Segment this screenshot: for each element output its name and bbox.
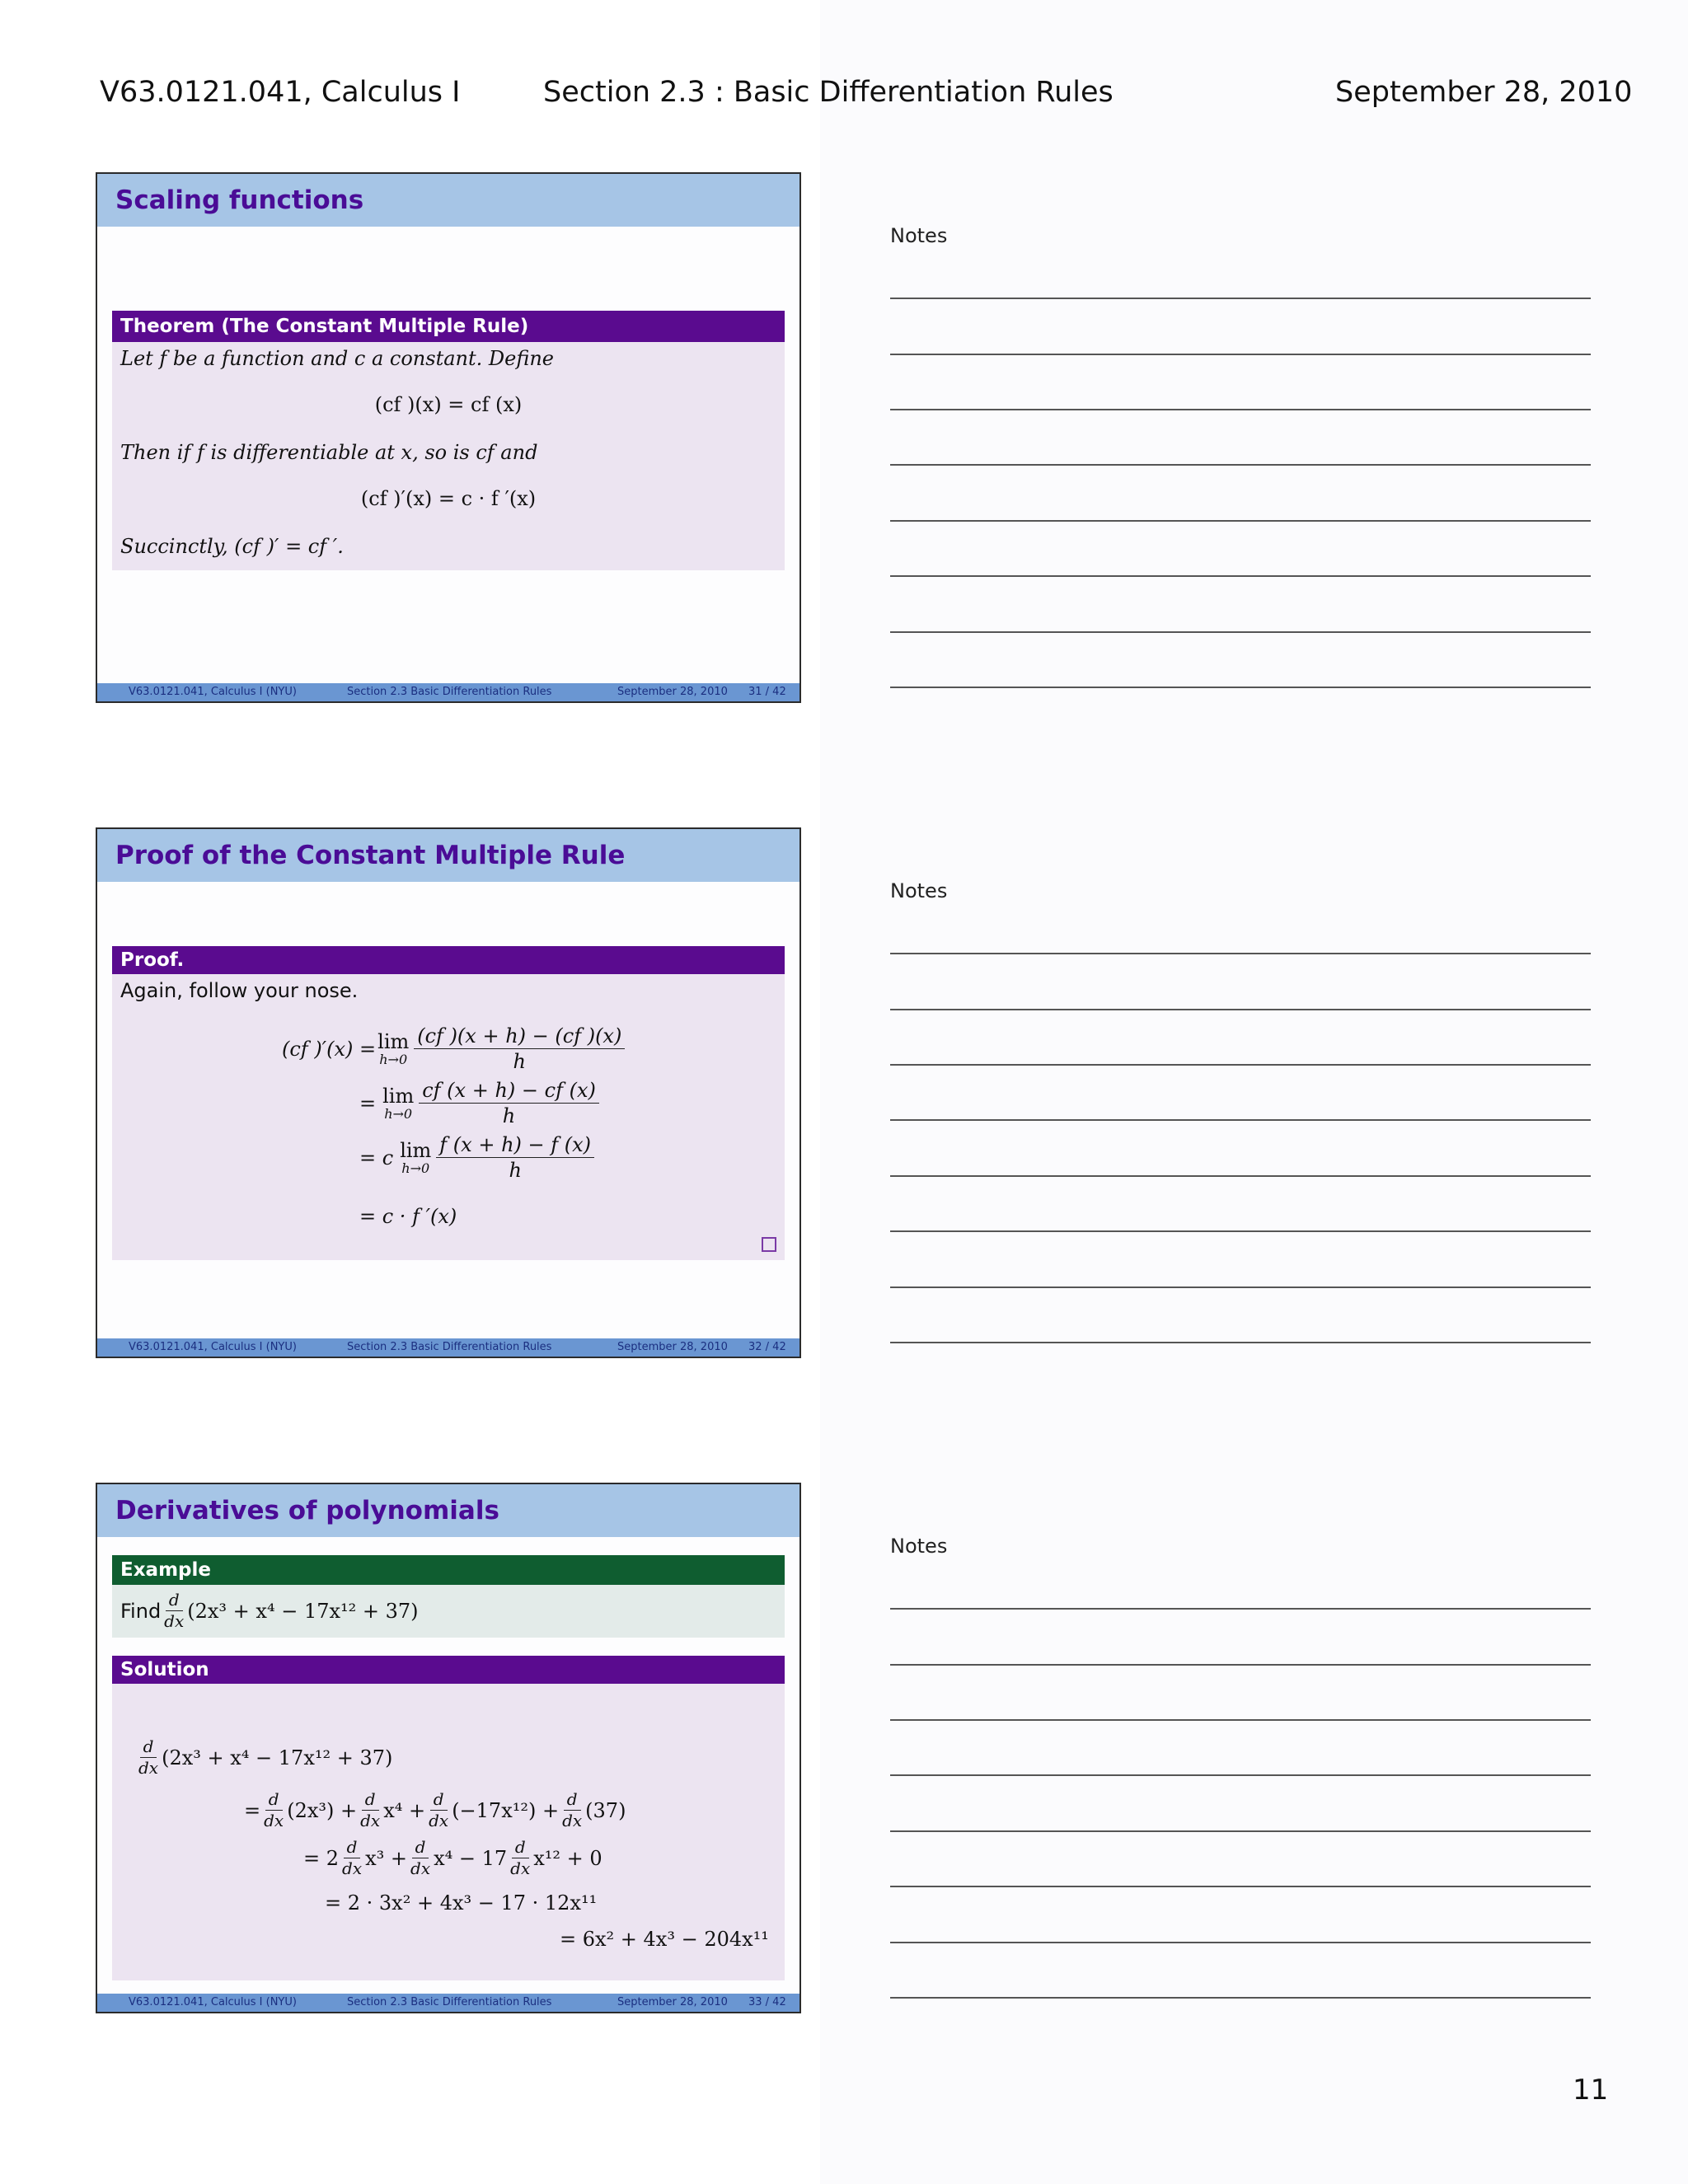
find-label: Find (120, 1599, 162, 1623)
header-section: Section 2.3 : Basic Differentiation Rules (543, 76, 1114, 109)
example-title: Example (112, 1555, 785, 1585)
note-line (890, 1997, 1591, 1999)
theorem-line-2: Then if f is differentiable at x, so is cf and (120, 441, 538, 464)
note-line (890, 687, 1591, 688)
term: x⁴ − 17 (434, 1846, 508, 1870)
equals-sign: = (359, 1091, 377, 1115)
footer-section: Section 2.3 Basic Differentiation Rules (347, 686, 552, 698)
note-line (890, 298, 1591, 299)
note-line (890, 1830, 1591, 1832)
note-line (890, 575, 1591, 577)
note-line (890, 1942, 1591, 1943)
note-line (890, 1886, 1591, 1887)
note-line (890, 1608, 1591, 1610)
notes-label: Notes (890, 879, 948, 902)
header-date: September 28, 2010 (1335, 76, 1633, 109)
theorem-equation-2: (cf )′(x) = c · f ′(x) (360, 487, 537, 510)
note-line (890, 1774, 1591, 1776)
fraction-1: $\frac{(cf )(x + h) - (cf )(x)}{h}$ (414, 1024, 625, 1074)
theorem-body (112, 342, 785, 570)
proof-line-1 (282, 1024, 628, 1074)
footer-page: 33 / 42 (748, 1996, 786, 2008)
term: x⁴ + (383, 1798, 426, 1822)
note-line (890, 1009, 1591, 1010)
qed-icon (762, 1237, 776, 1252)
theorem-block (112, 311, 785, 570)
solution-line-4: = 2 · 3x² + 4x³ − 17 · 12x¹¹ (325, 1891, 598, 1915)
notes-column-background (820, 0, 1688, 2184)
example-body (112, 1585, 785, 1638)
slide-footer (97, 1338, 799, 1357)
note-line (890, 1664, 1591, 1666)
derivative-operator: $\frac{d}{dx}$ (562, 1789, 583, 1830)
theorem-equation-1: (cf )(x) = cf (x) (374, 393, 523, 416)
fraction-2: $\frac{cf (x + h) - cf (x)}{h}$ (419, 1078, 599, 1128)
solution-title: Solution (112, 1656, 785, 1684)
note-line (890, 1719, 1591, 1721)
note-line (890, 1286, 1591, 1288)
slide-title: Scaling functions (97, 174, 799, 227)
page-number: 11 (1573, 2074, 1609, 2107)
footer-date: September 28, 2010 (617, 1341, 728, 1353)
note-line (890, 464, 1591, 466)
proof-lhs: (cf )′(x) = (282, 1037, 377, 1061)
solution-line-1 (135, 1736, 392, 1779)
footer-page: 31 / 42 (748, 686, 786, 698)
derivative-operator: $\frac{d}{dx}$ (264, 1789, 284, 1830)
theorem-line-3: Succinctly, (cf )′ = cf ′. (120, 535, 344, 558)
slide-footer (97, 683, 799, 701)
footer-date: September 28, 2010 (617, 1996, 728, 2008)
notes-label: Notes (890, 1535, 948, 1558)
derivative-operator: $\frac{d}{dx}$ (429, 1789, 449, 1830)
footer-course: V63.0121.041, Calculus I (NYU) (129, 1341, 297, 1353)
note-line (890, 520, 1591, 522)
theorem-line-1: Let f be a function and c a constant. Define (120, 347, 555, 370)
header-course: V63.0121.041, Calculus I (100, 76, 461, 109)
solution-line-5: = 6x² + 4x³ − 204x¹¹ (560, 1928, 769, 1951)
footer-date: September 28, 2010 (617, 686, 728, 698)
note-line (890, 1342, 1591, 1343)
term: (37) (585, 1798, 626, 1822)
note-line (890, 409, 1591, 410)
limit-3: lim h→0 (400, 1139, 432, 1176)
solution-body (112, 1684, 785, 1980)
fraction-3: $\frac{f (x + h) - f (x)}{h}$ (436, 1132, 594, 1183)
example-problem (120, 1590, 419, 1632)
note-line (890, 631, 1591, 633)
term: = 2 (303, 1846, 340, 1870)
limit-1: lim h→0 (377, 1030, 410, 1067)
slide-title: Proof of the Constant Multiple Rule (97, 829, 799, 882)
footer-section: Section 2.3 Basic Differentiation Rules (347, 1341, 552, 1353)
footer-page: 32 / 42 (748, 1341, 786, 1353)
solution-line-2: = $\frac{d}{dx}$ (2x³) + $\frac{d}{dx}$ x⁴ + $\frac{d}{dx}$ (−17x¹²) + $\frac{d}{dx}$ (37) (244, 1789, 626, 1830)
slide-33 (96, 1483, 801, 2013)
proof-line-4: = c · f ′(x) (359, 1205, 457, 1228)
term: x¹² + 0 (533, 1846, 603, 1870)
derivative-operator: $\frac{d}{dx}$ (164, 1590, 185, 1631)
note-line (890, 354, 1591, 355)
solution-block (112, 1656, 785, 1980)
proof-block (112, 946, 785, 1260)
footer-course: V63.0121.041, Calculus I (NYU) (129, 1996, 297, 2008)
note-line (890, 1230, 1591, 1232)
limit-2: lim h→0 (382, 1085, 415, 1122)
theorem-title: Theorem (The Constant Multiple Rule) (112, 311, 785, 342)
polynomial: (2x³ + x⁴ − 17x¹² + 37) (162, 1746, 393, 1769)
c-prefix: = c (359, 1146, 394, 1169)
slide-32 (96, 827, 801, 1358)
solution-line-3 (303, 1837, 603, 1879)
term: x³ + (365, 1846, 408, 1870)
slide-title: Derivatives of polynomials (97, 1484, 799, 1537)
footer-course: V63.0121.041, Calculus I (NYU) (129, 686, 297, 698)
proof-line-3 (359, 1132, 598, 1183)
proof-body (112, 974, 785, 1260)
derivative-operator: $\frac{d}{dx}$ (342, 1837, 363, 1878)
slide-footer (97, 1994, 799, 2012)
footer-section: Section 2.3 Basic Differentiation Rules (347, 1996, 552, 2008)
proof-title: Proof. (112, 946, 785, 974)
note-line (890, 1064, 1591, 1066)
note-line (890, 953, 1591, 954)
example-block (112, 1555, 785, 1638)
term: (2x³) + (287, 1798, 358, 1822)
proof-line-2 (359, 1078, 603, 1128)
derivative-operator: $\frac{d}{dx}$ (410, 1837, 431, 1878)
term: (−17x¹²) + (452, 1798, 560, 1822)
derivative-operator: $\frac{d}{dx}$ (510, 1837, 531, 1878)
derivative-operator: $\frac{d}{dx}$ (138, 1736, 159, 1778)
polynomial: (2x³ + x⁴ − 17x¹² + 37) (187, 1599, 419, 1623)
proof-intro: Again, follow your nose. (120, 979, 359, 1002)
note-line (890, 1175, 1591, 1177)
slide-31 (96, 172, 801, 703)
notes-label: Notes (890, 224, 948, 247)
derivative-operator: $\frac{d}{dx}$ (360, 1789, 381, 1830)
note-line (890, 1119, 1591, 1121)
